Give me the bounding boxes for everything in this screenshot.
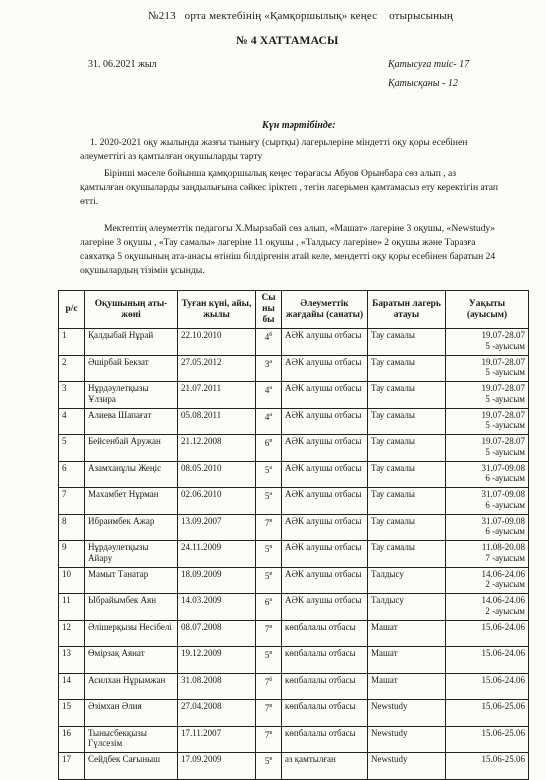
- grade-number: 7: [264, 703, 270, 713]
- grade-cell: [256, 382, 282, 409]
- period-dates: 15.06-24.06: [481, 621, 525, 632]
- birth-date: 02.06.2010: [178, 488, 256, 515]
- table-row: [59, 461, 529, 488]
- shift-label: 5 -ауысым: [485, 446, 525, 457]
- grade-number: 5: [264, 464, 270, 475]
- period-cell: [446, 567, 529, 594]
- camp-name: Талдысу: [368, 594, 446, 621]
- grade-cell: [256, 594, 282, 621]
- grade-cell: [256, 408, 282, 435]
- table-row: [59, 435, 529, 462]
- period-dates: 31.07-09.08: [481, 515, 525, 526]
- student-name: Өмірзақ Аянат: [85, 647, 178, 674]
- row-number: 17: [59, 753, 85, 780]
- grade-cell: [256, 726, 282, 753]
- social-status: көпбалалы отбасы: [282, 673, 368, 700]
- table-row: [59, 620, 529, 647]
- period-dates: 19.07-28.07: [481, 409, 525, 420]
- student-name: Алиева Шапағат: [85, 408, 178, 435]
- shift-label: 5 -ауысым: [485, 420, 525, 431]
- student-name: Әзімхан Әлия: [85, 700, 178, 727]
- row-number: 10: [59, 567, 85, 594]
- student-name: Ыбрайымбек Аян: [85, 594, 178, 621]
- period-dates: 31.07-09.08: [481, 489, 525, 499]
- row-number: 12: [59, 620, 85, 647]
- student-name: Нұрдәулетқызы Айару: [85, 541, 178, 568]
- grade-letter: в: [269, 756, 273, 762]
- period-cell: [446, 355, 529, 382]
- grade-number: 6: [264, 597, 270, 607]
- grade-letter: в: [269, 570, 273, 577]
- shift-label: 6 -ауысым: [485, 473, 525, 484]
- birth-date: 18.09.2009: [178, 567, 256, 594]
- row-number: 4: [59, 408, 85, 435]
- camp-name: Newstudy: [368, 726, 446, 753]
- grade-cell: [256, 620, 282, 647]
- social-status: АӘК алушы отбасы: [282, 408, 368, 435]
- student-name: Әшірбай Бекзат: [85, 355, 178, 382]
- paragraph-social-pedagogue: Мектептің әлеуметтік педагогы Х.Мырзабай сөз алып, «Машат» лагеріне 3 оқушы, «Newstudy» лагеріне 3 оқушы , «Тау самалы» лагеріне 11 оқушы , «Талдысу лагеріне» 2 оқушы және Таразға саяхатқа 5 оқушының ата-анасы өтініш білдіргенін атай келе, мендетті оқу қоры есебінен баратын 24 оқушылардың тізімін ұсынды.: [80, 223, 496, 276]
- council-name: орта мектебінің «Қамқоршылық» кеңес: [184, 10, 378, 22]
- grade-number: 6: [264, 438, 270, 448]
- student-name: Нұрдәулетқызы Ұлзира: [85, 382, 178, 409]
- row-number: 3: [59, 382, 85, 409]
- camp-name: Тау самалы: [368, 514, 446, 541]
- camp-name: Newstudy: [368, 700, 446, 727]
- birth-date: 17.09.2009: [178, 753, 256, 780]
- birth-date: 21.07.2011: [178, 382, 256, 409]
- row-number: 8: [59, 514, 85, 541]
- period-cell: [446, 541, 529, 568]
- grade-cell: [256, 355, 282, 382]
- grade-letter: в: [269, 650, 273, 656]
- birth-date: 08.07.2008: [178, 620, 256, 647]
- camp-name: Талдысу: [368, 567, 446, 594]
- grade-cell: [256, 753, 282, 780]
- protocol-title: № 4 ХАТТАМАСЫ: [236, 35, 339, 47]
- student-name: Мамыт Танатар: [85, 567, 178, 594]
- grade-cell: [256, 567, 282, 594]
- meeting-date: 31. 06.2021 жыл: [88, 59, 157, 70]
- period-dates: 19.07-28.07: [481, 383, 525, 393]
- shift-label: 2 -ауысым: [485, 579, 525, 590]
- table-row: [59, 382, 529, 409]
- camp-name: Машат: [368, 620, 446, 647]
- social-status: аз қамтылған: [282, 753, 368, 780]
- table-row: [59, 594, 529, 621]
- period-cell: [446, 329, 529, 356]
- period-dates: 19.07-28.07: [481, 436, 525, 446]
- social-status: АӘК алушы отбасы: [282, 514, 368, 541]
- table-row: [59, 753, 529, 780]
- grade-letter: в: [269, 544, 273, 550]
- birth-date: 13.09.2007: [178, 514, 256, 541]
- camp-name: Машат: [368, 673, 446, 700]
- agenda-heading: Күн тәртібінде:: [262, 120, 336, 131]
- row-number: 14: [59, 673, 85, 700]
- must-attend-count: Қатысуға тиіс- 17: [388, 59, 470, 70]
- student-name: Асилхан Нұрымжан: [85, 673, 178, 700]
- grade-number: 7: [264, 676, 270, 687]
- grade-letter: в: [269, 623, 273, 630]
- period-dates: 14.06-24.06: [481, 595, 525, 605]
- camp-name: Тау самалы: [368, 355, 446, 382]
- period-dates: 15.06-25.06: [481, 701, 525, 711]
- student-name: Азамханұлы Жеңіс: [85, 461, 178, 488]
- col-header-name: Оқушының аты-жөні: [85, 291, 178, 329]
- table-row: [59, 514, 529, 541]
- birth-date: 14.03.2009: [178, 594, 256, 621]
- table-row: [59, 567, 529, 594]
- grade-cell: [256, 488, 282, 515]
- col-header-dob: Туған күні, айы, жылы: [178, 291, 256, 329]
- grade-letter: а: [269, 358, 273, 365]
- grade-letter: в: [269, 517, 273, 524]
- social-status: АӘК алушы отбасы: [282, 329, 368, 356]
- social-status: көпбалалы отбасы: [282, 700, 368, 727]
- grade-letter: в: [269, 729, 273, 736]
- student-name: Бейсенбай Аружан: [85, 435, 178, 462]
- grade-letter: а: [269, 411, 273, 418]
- grade-cell: [256, 329, 282, 356]
- grade-cell: [256, 647, 282, 674]
- table-row: [59, 488, 529, 515]
- grade-number: 4: [264, 411, 270, 422]
- camp-name: Тау самалы: [368, 329, 446, 356]
- shift-label: 5 -ауысым: [485, 340, 525, 351]
- camp-name: Машат: [368, 647, 446, 674]
- col-header-grade: Сы ны бы: [256, 291, 282, 329]
- shift-label: 5 -ауысым: [485, 367, 525, 378]
- grade-letter: б: [269, 676, 273, 683]
- student-name: Тынысбекқызы Гүлсезім: [85, 726, 178, 753]
- student-name: Қалдыбай Нұрай: [85, 329, 178, 356]
- shift-label: 6 -ауысым: [485, 526, 525, 537]
- birth-date: 19.12.2009: [178, 647, 256, 674]
- row-number: 11: [59, 594, 85, 621]
- birth-date: 22.10.2010: [178, 329, 256, 356]
- grade-letter: в: [269, 703, 273, 709]
- table-row: [59, 647, 529, 674]
- birth-date: 08.05.2010: [178, 461, 256, 488]
- header-suffix: отырысының: [389, 10, 453, 22]
- grade-cell: [256, 435, 282, 462]
- grade-letter: а: [269, 491, 273, 497]
- grade-letter: а: [269, 597, 273, 603]
- period-dates: 19.07-28.07: [481, 356, 525, 367]
- row-number: 9: [59, 541, 85, 568]
- birth-date: 31.08.2008: [178, 673, 256, 700]
- social-status: АӘК алушы отбасы: [282, 355, 368, 382]
- table-row: [59, 408, 529, 435]
- grade-cell: [256, 700, 282, 727]
- shift-label: 6 -ауысым: [485, 499, 525, 510]
- period-dates: 15.06-25.06: [481, 727, 525, 738]
- col-header-number: р/с: [59, 291, 85, 329]
- camp-name: Тау самалы: [368, 541, 446, 568]
- period-cell: [446, 382, 529, 409]
- social-status: АӘК алушы отбасы: [282, 382, 368, 409]
- student-name: Әлішерқызы Несібелі: [85, 620, 178, 647]
- period-dates: 19.07-28.07: [481, 330, 525, 340]
- camp-name: Тау самалы: [368, 435, 446, 462]
- grade-number: 5: [264, 650, 270, 660]
- social-status: АӘК алушы отбасы: [282, 488, 368, 515]
- attended-count: Қатысқаны - 12: [388, 78, 458, 89]
- grade-number: 7: [264, 623, 270, 634]
- grade-letter: а: [269, 385, 273, 391]
- period-dates: 15.06-24.06: [481, 648, 525, 658]
- period-dates: 15.06-24.06: [481, 674, 525, 685]
- social-status: көпбалалы отбасы: [282, 726, 368, 753]
- social-status: АӘК алушы отбасы: [282, 461, 368, 488]
- grade-number: 5: [264, 570, 270, 581]
- agenda-item-1: 1. 2020-2021 оқу жылында жазғы тынығу (сыртқы) лагерьлеріне міндетті оқу қоры есебінен әлеуметтігі аз қамтылған оқушыларды тарту: [80, 137, 468, 162]
- row-number: 7: [59, 488, 85, 515]
- col-header-camp: Баратын лагерь атауы: [368, 291, 446, 329]
- period-cell: [446, 647, 529, 674]
- period-cell: [446, 514, 529, 541]
- social-status: АӘК алушы отбасы: [282, 435, 368, 462]
- birth-date: 27.04.2008: [178, 700, 256, 727]
- social-status: көпбалалы отбасы: [282, 620, 368, 647]
- grade-letter: б: [269, 332, 273, 338]
- col-header-status: Әлеуметтік жағдайы (санаты): [282, 291, 368, 329]
- row-number: 16: [59, 726, 85, 753]
- birth-date: 24.11.2009: [178, 541, 256, 568]
- period-dates: 31.07-09.08: [481, 462, 525, 473]
- social-status: АӘК алушы отбасы: [282, 594, 368, 621]
- table-row: [59, 541, 529, 568]
- row-number: 6: [59, 461, 85, 488]
- table-row: [59, 700, 529, 727]
- birth-date: 05.08.2011: [178, 408, 256, 435]
- row-number: 13: [59, 647, 85, 674]
- period-cell: [446, 461, 529, 488]
- social-status: көпбалалы отбасы: [282, 647, 368, 674]
- birth-date: 21.12.2008: [178, 435, 256, 462]
- period-cell: [446, 408, 529, 435]
- grade-number: 7: [264, 517, 270, 528]
- period-cell: [446, 620, 529, 647]
- grade-cell: [256, 541, 282, 568]
- period-dates: 14.06-24.06: [481, 568, 525, 579]
- camp-name: Тау самалы: [368, 382, 446, 409]
- table-row: [59, 673, 529, 700]
- period-dates: 15.06-25.06: [481, 754, 525, 764]
- birth-date: 17.11.2007: [178, 726, 256, 753]
- grade-cell: [256, 673, 282, 700]
- grade-number: 4: [264, 385, 270, 395]
- birth-date: 27.05.2012: [178, 355, 256, 382]
- grade-letter: а: [269, 464, 273, 471]
- shift-label: 7 -ауысым: [485, 552, 525, 563]
- row-number: 1: [59, 329, 85, 356]
- table-row: [59, 329, 529, 356]
- grade-number: 4: [264, 332, 270, 342]
- period-cell: [446, 700, 529, 727]
- paragraph-first-issue: Бірінші мәселе бойынша қамқоршылық кеңес төрағасы Абуов Орынбара сөз алып , аз қамтылған оқушыларды заңдылығына сәйкес іріктеп , тегін лагерьмен қамтамасыз ету керектігін атап өтті.: [80, 168, 499, 207]
- period-cell: [446, 753, 529, 780]
- camp-name: Тау самалы: [368, 461, 446, 488]
- grade-number: 3: [264, 358, 270, 369]
- table-header-row: [59, 291, 529, 329]
- grade-cell: [256, 461, 282, 488]
- grade-number: 5: [264, 491, 270, 501]
- student-name: Сейдбек Сағыныш: [85, 753, 178, 780]
- period-cell: [446, 673, 529, 700]
- camp-name: Newstudy: [368, 753, 446, 780]
- grade-cell: [256, 514, 282, 541]
- social-status: АӘК алушы отбасы: [282, 541, 368, 568]
- grade-number: 5: [264, 544, 270, 554]
- shift-label: 2 -ауысым: [485, 605, 525, 616]
- camp-students-table: [58, 290, 529, 780]
- school-number: №213: [148, 10, 176, 22]
- grade-letter: в: [269, 438, 273, 444]
- shift-label: 5 -ауысым: [485, 393, 525, 404]
- camp-name: Тау самалы: [368, 408, 446, 435]
- camp-name: Тау самалы: [368, 488, 446, 515]
- header-line: [148, 10, 453, 22]
- col-header-period: Уақыты (ауысым): [446, 291, 529, 329]
- period-cell: [446, 726, 529, 753]
- row-number: 5: [59, 435, 85, 462]
- student-name: Ибраимбек Ажар: [85, 514, 178, 541]
- social-status: АӘК алушы отбасы: [282, 567, 368, 594]
- row-number: 2: [59, 355, 85, 382]
- period-dates: 11.08-20.08: [481, 542, 525, 552]
- period-cell: [446, 594, 529, 621]
- period-cell: [446, 488, 529, 515]
- table-row: [59, 355, 529, 382]
- row-number: 15: [59, 700, 85, 727]
- grade-number: 7: [264, 729, 270, 740]
- student-name: Махамбет Нұрман: [85, 488, 178, 515]
- period-cell: [446, 435, 529, 462]
- grade-number: 5: [264, 756, 270, 766]
- table-row: [59, 726, 529, 753]
